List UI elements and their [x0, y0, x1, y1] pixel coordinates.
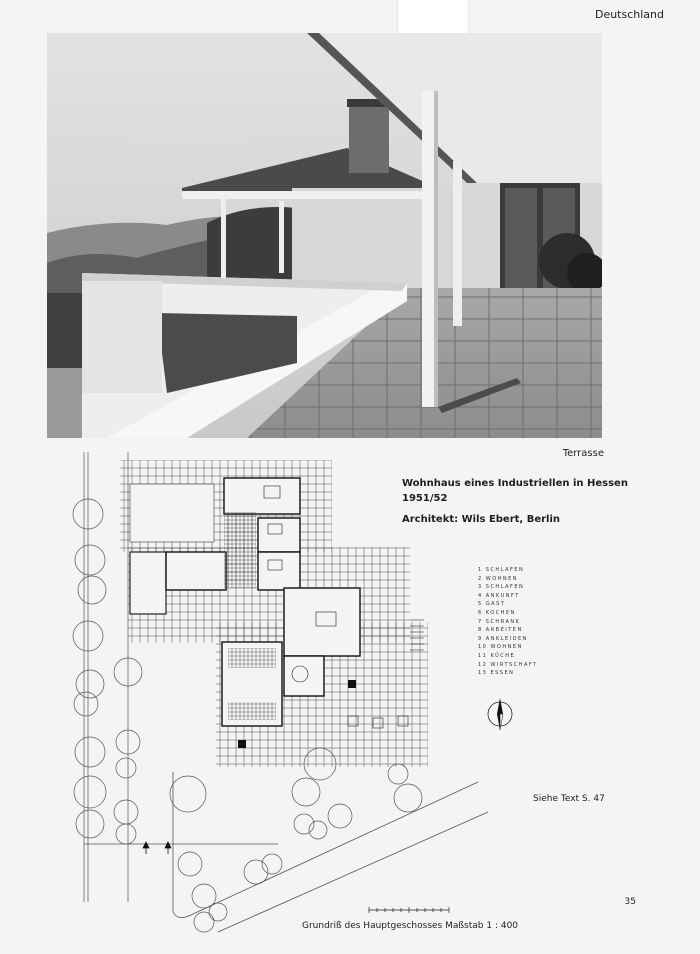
- scale-bar: [368, 900, 450, 910]
- paper-tape: [398, 0, 468, 36]
- project-architect: Architekt: Wils Ebert, Berlin: [402, 514, 561, 525]
- project-year: 1951/52: [402, 493, 448, 504]
- legend-item: 9 ANKLEIDEN: [478, 635, 528, 642]
- legend-item: 10 WOHNEN: [478, 644, 523, 651]
- page-number: 35: [624, 897, 636, 907]
- legend-item: 12 WIRTSCHAFT: [478, 661, 538, 668]
- legend-item: 4 ANKUNFT: [478, 592, 520, 599]
- legend-item: 7 SCHRANK: [478, 618, 521, 625]
- project-title: Wohnhaus eines Industriellen in Hessen: [402, 478, 628, 489]
- page-header-country: Deutschland: [594, 8, 664, 21]
- text-reference: Siehe Text S. 47: [533, 794, 605, 804]
- photo-caption: Terrasse: [562, 448, 604, 459]
- legend-item: 8 ARBEITEN: [478, 627, 523, 634]
- legend-item: 2 WOHNEN: [478, 575, 519, 582]
- legend-item: 5 GAST: [478, 601, 506, 608]
- legend-item: 3 SCHLAFEN: [478, 584, 525, 591]
- legend-item: 6 KOCHEN: [478, 609, 516, 616]
- floor-plan-caption: Grundriß des Hauptgeschosses Maßstab 1 : 400: [301, 921, 519, 931]
- terrace-photo: [47, 33, 602, 438]
- project-title-block: [402, 476, 642, 527]
- legend-item: 13 ESSEN: [478, 670, 515, 677]
- room-legend: [478, 566, 568, 678]
- legend-item: 11 KÜCHE: [478, 652, 516, 659]
- north-arrow-icon: [485, 696, 515, 732]
- legend-item: 1 SCHLAFEN: [478, 567, 525, 573]
